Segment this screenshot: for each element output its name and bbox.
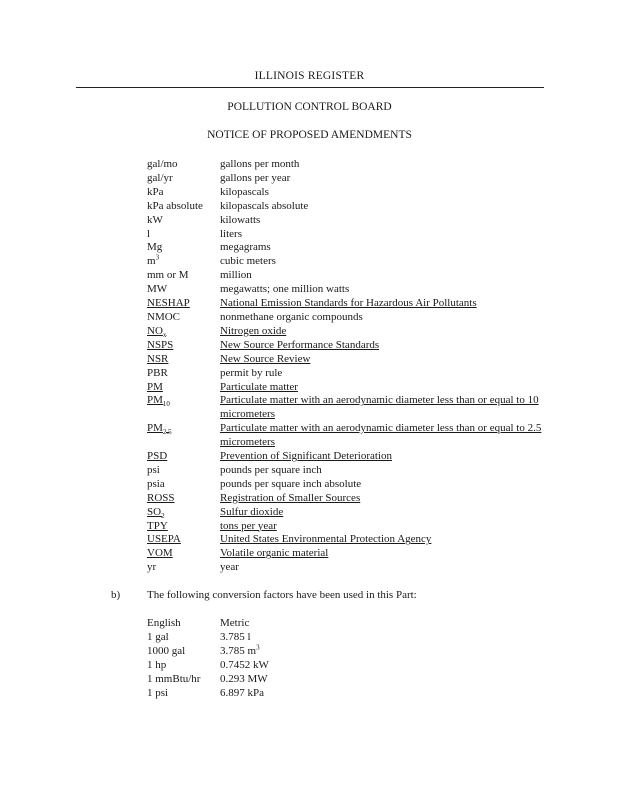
abbreviation-subscript: 10 xyxy=(162,400,170,409)
abbreviation-term xyxy=(147,367,220,381)
abbreviation-row xyxy=(147,283,547,297)
conversion-row xyxy=(147,659,347,673)
board-name: POLLUTION CONTROL BOARD xyxy=(227,101,392,113)
abbreviation-term xyxy=(147,186,220,200)
abbreviation-text: NMOC xyxy=(147,310,181,323)
abbreviation-definition: permit by rule xyxy=(220,366,283,379)
abbreviation-term xyxy=(147,464,220,478)
conversion-metric-text: 6.897 kPa xyxy=(220,686,264,699)
abbreviation-text: kPa xyxy=(147,185,164,198)
register-title: ILLINOIS REGISTER xyxy=(254,70,365,82)
abbreviation-text: NSR xyxy=(147,352,169,365)
abbreviation-text: TPY xyxy=(147,519,168,532)
conversion-metric xyxy=(220,645,347,659)
conversion-english: 1000 gal xyxy=(147,644,186,657)
abbreviation-row xyxy=(147,492,547,506)
abbreviation-term xyxy=(147,381,220,395)
conversion-english: 1 mmBtu/hr xyxy=(147,672,201,685)
abbreviation-definition: New Source Performance Standards xyxy=(220,338,380,351)
abbreviation-term xyxy=(147,561,220,575)
abbreviation-text: PBR xyxy=(147,366,168,379)
abbreviation-text: VOM xyxy=(147,547,173,560)
abbreviation-definition: cubic meters xyxy=(220,255,276,268)
abbreviation-definition: Nitrogen oxide xyxy=(220,324,287,337)
abbreviation-definition: liters xyxy=(220,227,242,240)
abbreviation-term xyxy=(147,353,220,367)
abbreviation-row xyxy=(147,561,547,575)
abbreviation-text: m xyxy=(147,255,156,268)
abbreviation-row xyxy=(147,533,547,547)
abbreviation-row xyxy=(147,478,547,492)
abbreviation-term xyxy=(147,311,220,325)
abbreviation-row xyxy=(147,200,547,214)
abbreviation-definition: million xyxy=(220,269,252,282)
conversion-header-row xyxy=(147,617,347,631)
abbreviation-row xyxy=(147,228,547,242)
conversion-metric xyxy=(220,659,347,673)
conversion-metric-text: 0.293 MW xyxy=(220,672,268,685)
abbreviation-term xyxy=(147,547,220,561)
abbreviation-text: MW xyxy=(147,283,168,296)
abbreviation-definition: tons per year xyxy=(220,519,277,532)
abbreviation-text: l xyxy=(147,227,151,240)
conversion-english: 1 gal xyxy=(147,630,169,643)
abbreviation-superscript: 3 xyxy=(155,253,160,262)
abbreviation-definition: New Source Review xyxy=(220,352,311,365)
abbreviation-term xyxy=(147,506,220,520)
abbreviation-row xyxy=(147,297,547,311)
abbreviation-term xyxy=(147,200,220,214)
abbreviation-definition: pounds per square inch absolute xyxy=(220,477,362,490)
abbreviation-text: mm or M xyxy=(147,269,189,282)
abbreviation-definition: Sulfur dioxide xyxy=(220,505,284,518)
abbreviation-row xyxy=(147,255,547,269)
abbreviation-term xyxy=(147,339,220,353)
abbreviation-definition: gallons per year xyxy=(220,171,291,184)
abbreviation-term xyxy=(147,450,220,464)
abbreviation-term xyxy=(147,478,220,492)
abbreviation-row xyxy=(147,394,547,422)
conversion-metric-text: 3.785 l xyxy=(220,630,251,643)
abbreviation-term xyxy=(147,325,220,339)
abbreviation-text: PM xyxy=(147,394,163,407)
abbreviation-row xyxy=(147,339,547,353)
abbreviation-subscript: x xyxy=(162,331,167,340)
abbreviation-row xyxy=(147,241,547,255)
abbreviation-row xyxy=(147,464,547,478)
conversion-metric xyxy=(220,687,347,701)
abbreviation-term xyxy=(147,394,220,422)
abbreviation-term xyxy=(147,255,220,269)
abbreviation-text: SO xyxy=(147,505,162,518)
conversion-row xyxy=(147,631,347,645)
abbreviation-term xyxy=(147,269,220,283)
abbreviation-definition: kilopascals xyxy=(220,185,269,198)
abbreviation-row xyxy=(147,311,547,325)
abbreviation-definition: Registration of Smaller Sources xyxy=(220,491,361,504)
conversion-row xyxy=(147,687,347,701)
abbreviation-term xyxy=(147,172,220,186)
abbreviation-definition: nonmethane organic compounds xyxy=(220,310,363,323)
section-b-label: b) xyxy=(111,589,121,601)
conversion-row xyxy=(147,645,347,659)
abbreviation-text: Mg xyxy=(147,241,163,254)
abbreviation-row xyxy=(147,381,547,395)
abbreviation-text: yr xyxy=(147,561,157,574)
conversion-table xyxy=(147,617,347,700)
column-header-english: English xyxy=(147,617,181,629)
abbreviation-text: PSD xyxy=(147,450,168,463)
conversion-metric-superscript: 3 xyxy=(256,643,260,652)
abbreviation-subscript: 2.5 xyxy=(162,428,172,437)
abbreviation-row xyxy=(147,353,547,367)
abbreviation-term xyxy=(147,492,220,506)
abbreviation-definition: Volatile organic material xyxy=(220,547,329,560)
abbreviation-definition: Particulate matter xyxy=(220,380,298,393)
abbreviation-definition: Particulate matter with an aerodynamic diameter less than or equal to 2.5 micrometers xyxy=(220,422,542,449)
conversion-metric xyxy=(220,673,347,687)
abbreviation-definition: year xyxy=(220,561,239,574)
abbreviation-text: USEPA xyxy=(147,533,181,546)
abbreviation-definition: kilopascals absolute xyxy=(220,199,309,212)
abbreviation-text: NESHAP xyxy=(147,297,190,310)
conversion-row xyxy=(147,673,347,687)
abbreviation-row xyxy=(147,172,547,186)
abbreviation-term xyxy=(147,228,220,242)
abbreviation-definition: gallons per month xyxy=(220,158,300,170)
header-rule xyxy=(76,87,544,88)
abbreviation-definition: United States Environmental Protection Agency xyxy=(220,533,432,546)
abbreviation-text: NO xyxy=(147,324,163,337)
abbreviation-term xyxy=(147,283,220,297)
abbreviation-text: ROSS xyxy=(147,491,175,504)
abbreviation-definition: kilowatts xyxy=(220,213,261,226)
abbreviation-definition: Particulate matter with an aerodynamic diameter less than or equal to 10 micrometers xyxy=(220,394,539,421)
abbreviation-row xyxy=(147,520,547,534)
abbreviation-definition: megawatts; one million watts xyxy=(220,283,350,296)
conversion-metric-text: 3.785 m xyxy=(220,644,257,657)
abbreviation-text: kW xyxy=(147,213,163,226)
abbreviation-text: NSPS xyxy=(147,338,174,351)
conversion-english: 1 psi xyxy=(147,686,169,699)
abbreviation-text: gal/mo xyxy=(147,158,178,170)
notice-title: NOTICE OF PROPOSED AMENDMENTS xyxy=(207,129,412,141)
abbreviation-text: gal/yr xyxy=(147,171,173,184)
abbreviation-row xyxy=(147,506,547,520)
abbreviation-text: PM xyxy=(147,422,163,435)
abbreviation-term xyxy=(147,158,220,172)
conversion-metric-text: 0.7452 kW xyxy=(220,658,269,671)
abbreviation-term xyxy=(147,422,220,450)
section-b-text: The following conversion factors have been used in this Part: xyxy=(147,589,417,601)
abbreviation-definition: pounds per square inch xyxy=(220,463,322,476)
abbreviation-row xyxy=(147,450,547,464)
abbreviation-text: psi xyxy=(147,463,160,476)
abbreviation-row xyxy=(147,158,547,172)
abbreviation-term xyxy=(147,297,220,311)
abbreviation-row xyxy=(147,269,547,283)
abbreviation-row xyxy=(147,547,547,561)
abbreviation-row xyxy=(147,367,547,381)
abbreviation-list xyxy=(147,158,547,575)
abbreviation-row xyxy=(147,422,547,450)
abbreviation-text: PM xyxy=(147,380,163,393)
abbreviation-row xyxy=(147,325,547,339)
abbreviation-subscript: 2 xyxy=(161,511,165,520)
abbreviation-definition: megagrams xyxy=(220,241,271,254)
column-header-metric: Metric xyxy=(220,617,250,629)
abbreviation-definition: National Emission Standards for Hazardous Air Pollutants xyxy=(220,297,477,310)
abbreviation-text: kPa absolute xyxy=(147,199,203,212)
abbreviation-term xyxy=(147,533,220,547)
abbreviation-row xyxy=(147,186,547,200)
abbreviation-term xyxy=(147,520,220,534)
abbreviation-definition: Prevention of Significant Deterioration xyxy=(220,450,392,463)
abbreviation-term xyxy=(147,214,220,228)
abbreviation-row xyxy=(147,214,547,228)
abbreviation-text: psia xyxy=(147,477,165,490)
conversion-english: 1 hp xyxy=(147,658,167,671)
conversion-metric xyxy=(220,631,347,645)
